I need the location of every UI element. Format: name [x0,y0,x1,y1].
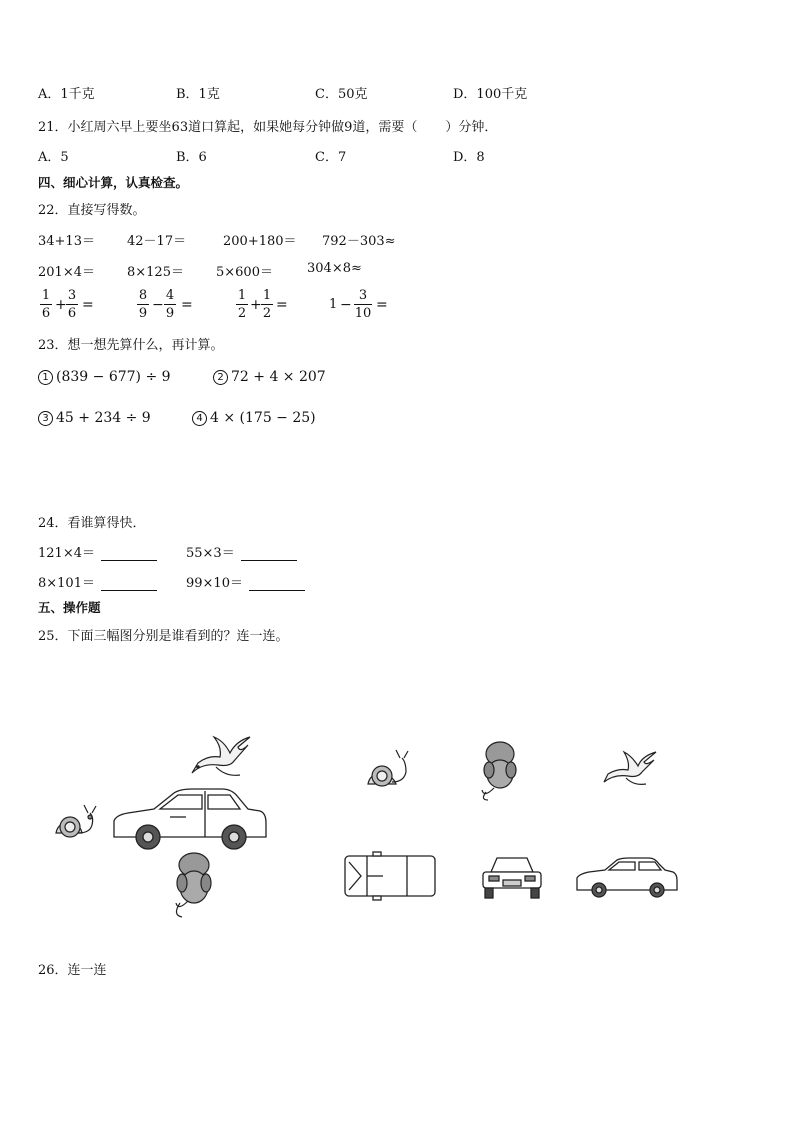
q21-text-after: ）分钟． [445,120,498,135]
expression: 8×101＝ [38,576,95,591]
car-side-view-icon [577,858,677,897]
operator: − [152,297,164,313]
expression: 4 × (175 − 25) [210,410,316,426]
q25-scene-illustration [40,725,280,920]
circled-number: 2 [213,370,228,385]
q24-item-4 [186,572,305,591]
fraction: 4 9 [165,288,175,321]
q23-item-4 [192,410,316,426]
expression: 99×10＝ [186,576,243,591]
q21-question [38,116,497,135]
q20-option-c: C．50克 [315,87,368,102]
fraction: 3 10 [354,288,372,321]
q22-row2-item3: 5×600＝ [216,265,273,280]
answer-blank [241,548,297,561]
bird-icon [192,737,250,775]
q21-option-d: D．8 [453,150,485,165]
operator: − [340,297,352,313]
q21-text-before: 小红周六早上要坐63道口算起，如果她每分钟做9道，需要（ [67,120,418,135]
q22-row2-item1: 201×4＝ [38,265,95,280]
q20-option-d: D．100千克 [453,87,528,102]
expression: 45 + 234 ÷ 9 [56,410,151,426]
whole-number: 1 [329,297,338,312]
snail-icon [56,805,96,837]
q23-title: 23．想一想先算什么，再计算。 [38,338,224,353]
expression: 121×4＝ [38,546,95,561]
fraction: 1 6 [41,288,51,321]
q26-title: 26．连一连 [38,963,107,978]
answer-blank [101,578,157,591]
equals-sign: = [181,297,193,313]
q25-car-views-row [343,850,683,905]
circled-number: 1 [38,370,53,385]
q23-item-1 [38,369,171,385]
equals-sign: = [276,297,288,313]
fraction: 1 2 [237,288,247,321]
circled-number: 3 [38,411,53,426]
operator: + [250,297,262,313]
q21-number: 21． [38,120,68,135]
q21-option-a: A．5 [38,150,69,165]
section-5-title: 五、操作题 [38,600,101,615]
q24-item-2 [186,542,297,561]
q22-row2-item4: 304×8≈ [307,261,362,276]
q22-row1-item2: 42－17＝ [127,234,187,249]
bird-icon [604,752,656,784]
operator: + [55,297,67,313]
section-4-title: 四、细心计算，认真检查。 [38,175,189,190]
q24-item-3 [38,572,157,591]
car-front-view-icon [483,858,541,898]
circled-number: 4 [192,411,207,426]
snail-icon [368,750,408,786]
q24-item-1 [38,542,157,561]
q25-observers-row [362,742,662,802]
q22-row1-item1: 34+13＝ [38,234,95,249]
equals-sign: = [82,297,94,313]
fraction: 1 2 [262,288,272,321]
q21-option-b: B．6 [176,150,207,165]
q23-item-3 [38,410,151,426]
q22-row2-item2: 8×125＝ [127,265,184,280]
q25-title: 25．下面三幅图分别是谁看到的？连一连。 [38,629,289,644]
car-icon [114,789,266,849]
q20-option-a: A．1千克 [38,87,95,102]
expression: 55×3＝ [186,546,235,561]
car-top-view-icon [345,852,435,900]
answer-blank [249,578,305,591]
answer-blank [101,548,157,561]
expression: 72 + 4 × 207 [231,369,326,385]
fraction: 8 9 [138,288,148,321]
fraction: 3 6 [67,288,77,321]
equals-sign: = [376,297,388,313]
monkey-icon [482,742,516,800]
q22-row1-item4: 792－303≈ [322,234,396,249]
q23-item-2 [213,369,326,385]
q20-option-b: B．1克 [176,87,220,102]
q22-row1-item3: 200+180＝ [223,234,297,249]
q21-option-c: C．7 [315,150,347,165]
expression: (839 − 677) ÷ 9 [56,369,171,385]
monkey-icon [176,853,211,917]
q22-title: 22．直接写得数。 [38,203,146,218]
q24-title: 24．看谁算得快． [38,516,146,531]
